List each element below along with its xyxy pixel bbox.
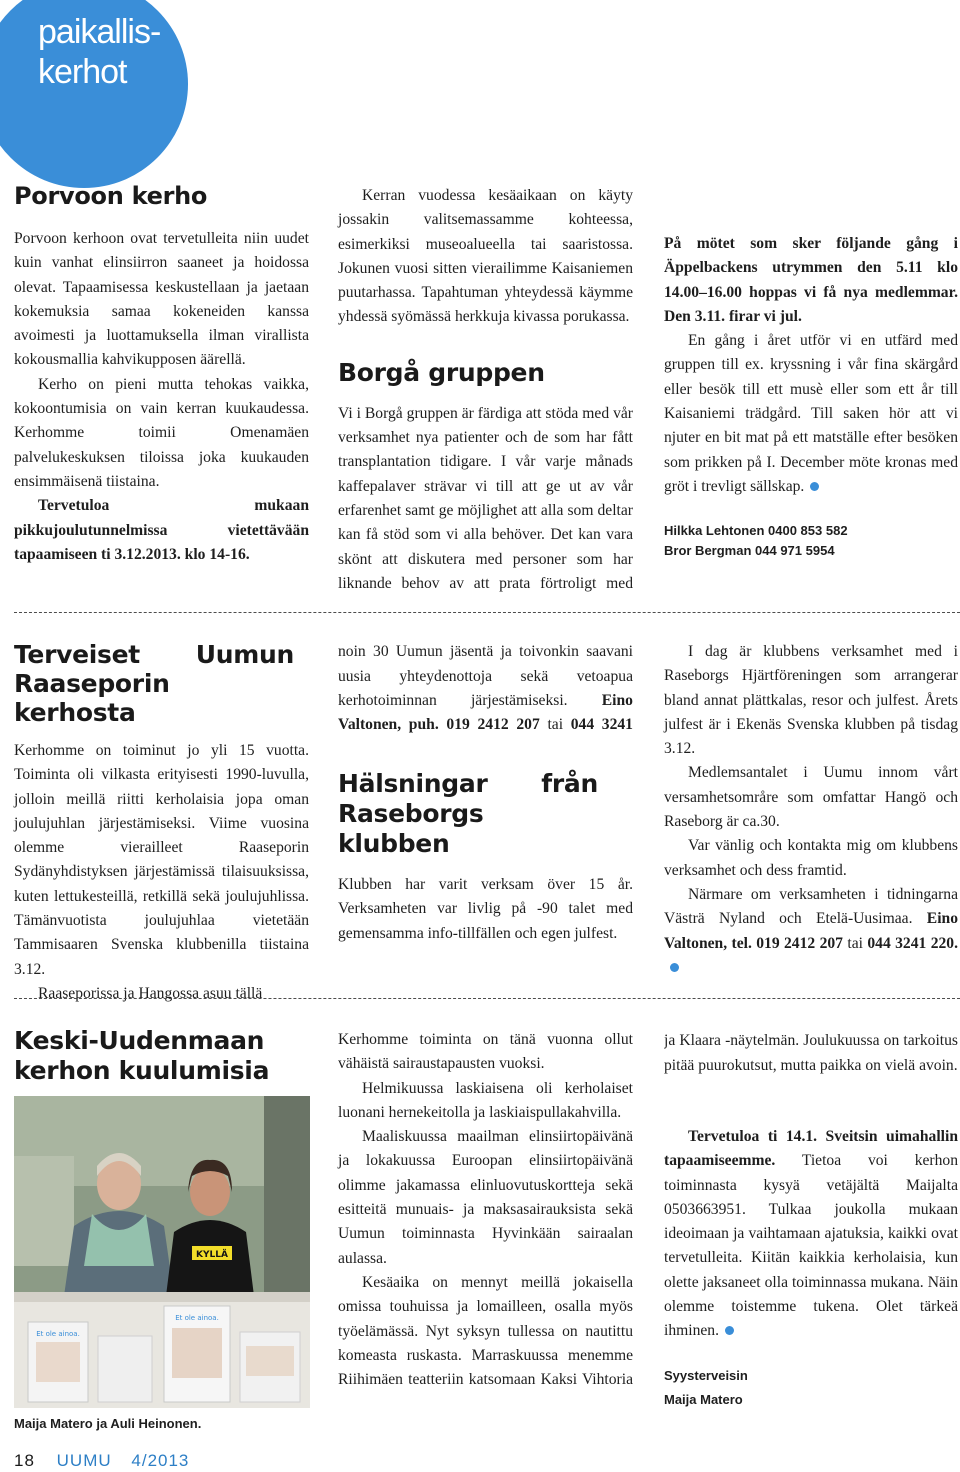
section-divider-1 bbox=[14, 612, 960, 613]
borga-title: Borgå gruppen bbox=[338, 357, 545, 387]
raseborg-contact-phone: 044 3241 220. bbox=[867, 934, 958, 952]
photo-caption: Maija Matero ja Auli Heinonen. bbox=[14, 1416, 202, 1431]
porvoo-title: Porvoon kerho bbox=[14, 182, 208, 210]
uumu-column-1 bbox=[14, 640, 309, 1006]
borga-meeting-notice: På mötet som sker följande gång i Äppelbackens utrymmen den 5.11 klo 14.00–16.00 hoppas vi få nya medlemmar. Den 3.11. firar vi jul. bbox=[664, 235, 958, 325]
contact-hilkka: Hilkka Lehtonen 0400 853 582 bbox=[664, 523, 848, 539]
keski-paragraph-4-rest bbox=[664, 1028, 958, 1125]
borga-contacts bbox=[664, 521, 958, 561]
raseborg-contact-name: Eino Valtonen, tel. 019 2412 207 bbox=[664, 910, 958, 952]
club-photo-illustration bbox=[14, 1096, 310, 1408]
uumu-paragraph-2-tail bbox=[338, 640, 633, 737]
keski-paragraph-2: Helmikuussa laskiaisena oli kerholaiset luonani hernekeitolla ja laskiaispullakahvilla. bbox=[338, 1079, 633, 1121]
brochure-sign-2: Et ole ainoa. bbox=[175, 1314, 219, 1322]
keski-paragraph-5-text: Tietoa voi kerhon toiminnasta kysyä vetäjältä Maijalta 0503663951. Tulkaa joukolla mukaan ideoimaan ja vaihtamaan ajatuksia, kaikki ovat tervetulleita. Kiitän kaikkia kerholaisia, kun olette jaksaneet olla toiminnassa mukana. Näin olemme toistemme tukena. Olet tärkeä ihminen. bbox=[664, 1152, 958, 1340]
magazine-name: UUMU bbox=[56, 1451, 112, 1470]
uumu-paragraph-2-rest bbox=[338, 640, 633, 737]
uumu-paragraph-1: Kerhomme on toiminut jo yli 15 vuotta. Toiminta oli vilkasta erityisesti 1990-luvulla, jolloin meillä riitti kerholaisia jopa oman joulujuhlan järjestämiseksi. Viime vuosina olemme vierailleet Raaseporin Sydänyhdistyksen järjestämissä tilaisuuksissa, kuten lettukesteillä, retkillä sekä joulujuhlissa. Tämänvuotista joulujuhlaa vietetään Tammisaaren Svenska klubbenilla tiistaina 3.12. bbox=[14, 742, 309, 978]
shirt-print: KYLLÄ bbox=[196, 1250, 228, 1260]
section-divider-2 bbox=[14, 998, 960, 999]
porvoo-column-2 bbox=[338, 184, 633, 596]
keski-paragraph-4: Kesäaika on mennyt meillä jokaisella omissa touhuissa ja lomailleen, osalla myös työelämässä. Nyt syksyn tullessa on nautittu komeasta ruskasta. Marraskuussa menemme Riihimäen teatteriin katsomaan Kaksi Vihtoria bbox=[338, 1273, 633, 1389]
badge-line-1: paikallis- bbox=[38, 13, 161, 51]
porvoo-paragraph-1: Porvoon kerhoon ovat tervetulleita niin uudet kuin vanhat elinsiirron saaneet ja hoidossa olevat. Tapaamisessa keskustellaan ja jaetaan kokemuksia samaa kokeneiden kanssa avoimesti ja luottamuksella ilman virallista kokousmallia kahvikupposen äärellä. bbox=[14, 230, 309, 369]
keski-paragraph-4-tail: ja Klaara -näytelmän. Joulukuussa on tarkoitus pitää puurokutsut, mutta paikka on vielä avoin. bbox=[664, 1032, 958, 1074]
raseborg-paragraph-5-text: Närmare om verksamheten i tidningarna Västrä Nyland och Etelä-Uusimaa. bbox=[664, 885, 958, 928]
uumu-contact-name: Eino Valtonen, puh. 019 2412 207 bbox=[338, 691, 633, 734]
contact-bror: Bror Bergman 044 971 5954 bbox=[664, 543, 835, 559]
borga-column-3 bbox=[664, 184, 958, 561]
uumu-paragraph-2: Raaseporissa ja Hangossa asuu tällä bbox=[38, 984, 263, 1002]
raseborg-paragraph-2: I dag är klubbens verksamhet med i Raseborgs Hjärtföreningen som arrangerar bland annat plättkalas, resor och julfest. Årets julfest är i Ekenäs Svenska klubben på tisdag 3.12. bbox=[664, 643, 958, 758]
end-mark-icon bbox=[810, 482, 819, 491]
keski-paragraph-1: Kerhomme toiminta on tänä vuonna ollut vähäistä sairaustapausten vuoksi. bbox=[338, 1031, 633, 1073]
brochure-sign-1: Et ole ainoa. bbox=[36, 1330, 80, 1338]
porvoo-paragraph-4: Kerran vuodessa kesäaikaan on käyty jossakin valitsemassamme kohteessa, esimerkiksi museoalueella tai saaristossa. Jokunen vuosi sitten vierailimme Kaisaniemen puutarhassa. Tapahtuman yhteydessä käymme yhdessä syömässä herkkuja kivassa porukassa. bbox=[338, 187, 633, 326]
keski-column-3 bbox=[664, 1028, 958, 1412]
raseborg-title: Hälsningar från Raseborgs klubben bbox=[338, 769, 598, 858]
raseborg-column-3 bbox=[664, 640, 958, 980]
keski-signature bbox=[664, 1364, 958, 1412]
borga-paragraph-1-continued bbox=[664, 184, 958, 232]
keski-paragraph-4-start bbox=[338, 1271, 633, 1391]
raseborg-paragraph-1: Klubben har varit verksam över 15 år. Verksamheten var livlig på -90 talet med gemensamma info-tillfällen och egen julfest. bbox=[338, 876, 633, 942]
uumu-title: Terveiset Uumun Raaseporin kerhosta bbox=[14, 640, 294, 727]
keski-paragraph-3: Maaliskuussa maailman elinsiirtopäivänä ja lokakuussa Euroopan elinsiirtopäivänä olimme jakamassa elinluovutuskortteja sekä esitteitä munuais- ja maksasairauksista sekä Uumun toiminnasta Hyvinkään sairaalan aulassa. bbox=[338, 1128, 633, 1267]
section-badge-label bbox=[38, 12, 198, 92]
raseborg-paragraph-3: Medlemsantalet i Uumu innom vårt versamhetsområre som omfattar Hangö och Raseborg är ca.30. bbox=[664, 764, 958, 831]
end-mark-icon bbox=[725, 1326, 734, 1335]
porvoo-column-1 bbox=[14, 182, 309, 567]
signature-greeting: Syysterveisin bbox=[664, 1367, 748, 1383]
raseborg-contact-or: tai bbox=[847, 934, 863, 952]
page-footer bbox=[14, 1451, 189, 1471]
raseborg-paragraph-4: Var vänlig och kontakta mig om klubbens verksamhet och dess framtid. bbox=[664, 837, 958, 879]
keski-title: Keski-Uudenmaan kerhon kuulumisia bbox=[14, 1026, 270, 1085]
porvoo-paragraph-2: Kerho on pieni mutta tehokas vaikka, kokoontumisia on vain kerran kuukaudessa. Kerhomme toimii Omenamäen palvelukeskuksen tiloissa joka kuukauden ensimmäisenä tiistaina. bbox=[14, 375, 309, 490]
uumu-contact-or: tai bbox=[547, 716, 564, 734]
raseborg-paragraph-5 bbox=[664, 883, 958, 980]
end-mark-icon bbox=[670, 963, 679, 972]
keski-paragraph-5 bbox=[664, 1125, 958, 1344]
keski-invitation: Tervetuloa ti 14.1. Sveitsin uimahallin tapaamiseemme. bbox=[664, 1128, 958, 1170]
uumu-paragraph-2-copy: noin 30 Uumun jäsentä ja toivonkin saavani uusia yhteydenottoja sekä vetoapua kerhotoiminnan järjestämiseksi. bbox=[338, 643, 633, 709]
borga-paragraph-3 bbox=[664, 329, 958, 499]
uumu-contact-phone: 044 3241 bbox=[570, 716, 633, 734]
club-photo bbox=[14, 1096, 310, 1408]
borga-paragraph-1: Vi i Borgå gruppen är färdiga att stöda med vår verksamhet nya patienter och de som har fått transplantation tidigare. I vår varje månads kaffepalaver strävar vi till att ge ut av vår erfarenhet samt ge möjlighet att alla som deltar kan få stöd som vi alla behöver. Det kan vara skönt att diskutera med personer som har liknande behov av att prata förtroligt med bbox=[338, 404, 633, 592]
keski-column-2 bbox=[338, 1028, 633, 1391]
badge-line-2: kerhot bbox=[38, 53, 127, 91]
issue-number: 4/2013 bbox=[131, 1451, 190, 1470]
page-number: 18 bbox=[14, 1451, 35, 1470]
porvoo-invitation: Tervetuloa mukaan pikkujoulutunnelmissa vietettävään tapaamiseen ti 3.12.2013. klo 14-16. bbox=[14, 497, 309, 563]
signature-name: Maija Matero bbox=[664, 1391, 743, 1407]
borga-paragraph-3-text: En gång i året utför vi en utfärd med gruppen till ex. kryssning i vår fina skärgård eller besök till ett musè eller som ett år till Kaisaniemi trädgård. Till saken hör att vi njuter en bit mat på ett matställe efter besöken som prikken på I. December möte kronas med gröt i trevligt sällskap. bbox=[664, 332, 958, 495]
uumu-paragraph-2-start bbox=[14, 982, 309, 1006]
uumu-column-2 bbox=[338, 640, 633, 946]
keski-title-block bbox=[14, 1026, 309, 1086]
